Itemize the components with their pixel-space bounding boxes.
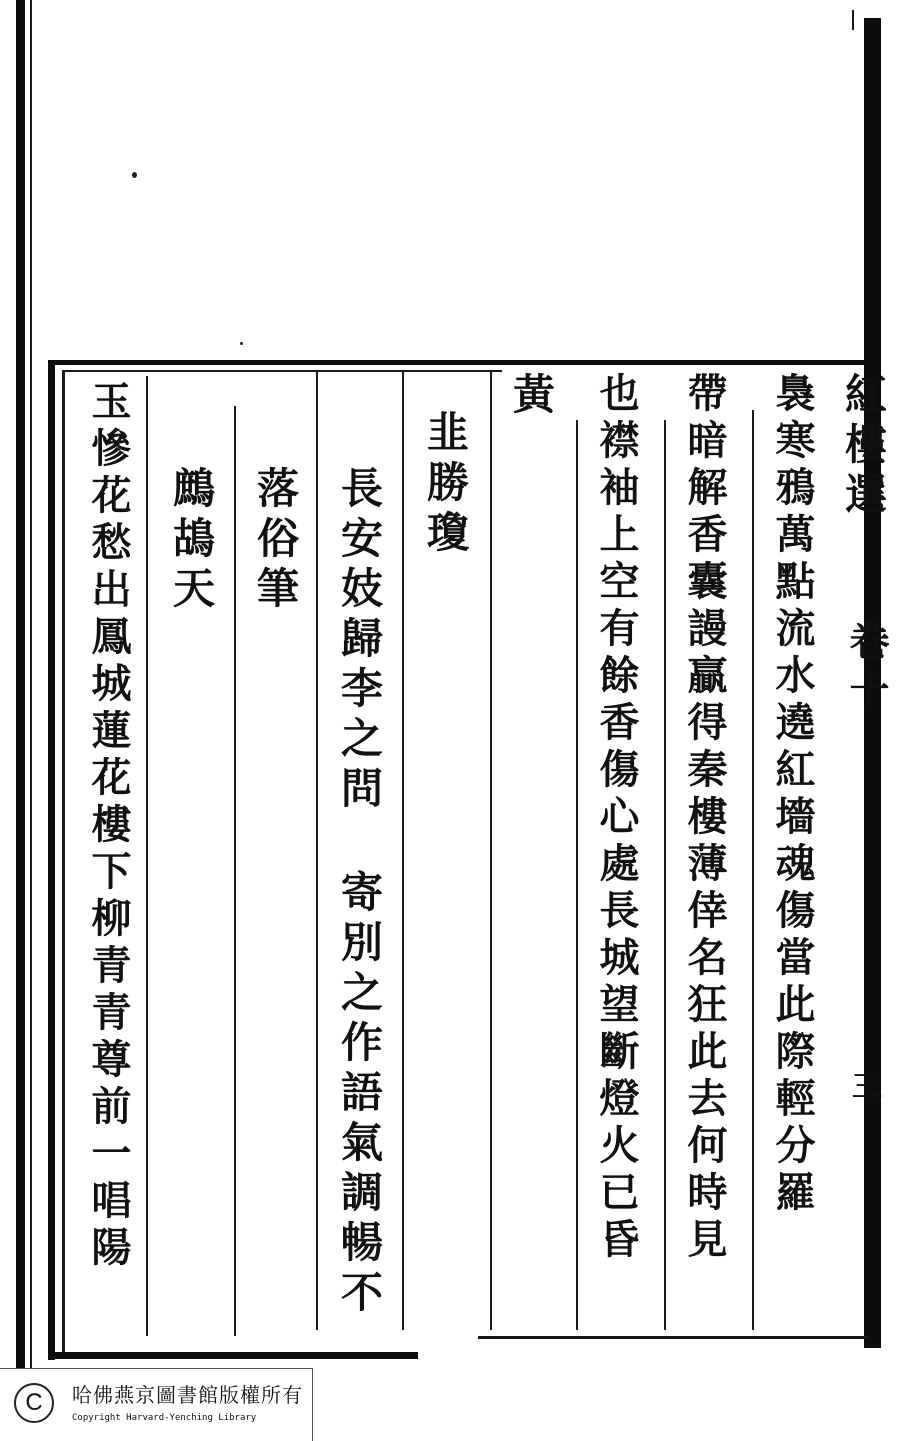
copyright-icon: C [14, 1383, 54, 1423]
page-marker [846, 1070, 881, 1110]
column-divider [664, 420, 666, 1330]
copyright-stamp [0, 1368, 313, 1441]
commentary-line-1: 長安妓歸李之問 [335, 466, 384, 816]
copyright-text-english: Copyright Harvard-Yenching Library [72, 1413, 257, 1423]
tune-title-column [167, 466, 216, 616]
left-binding-line [30, 0, 32, 1440]
poem-column-5 [85, 380, 132, 1273]
column-divider [146, 376, 148, 1336]
frame-top-line [48, 360, 868, 365]
column-divider [234, 406, 236, 1336]
column-divider [576, 420, 578, 1330]
commentary-line-1b: 寄別之作語氣調暢不 [335, 870, 384, 1320]
author-name: 韭勝瓊 [421, 410, 470, 560]
poem-column-1 [769, 372, 816, 1218]
commentary-column-1 [335, 466, 384, 816]
poem-line-4: 黃 [507, 372, 556, 422]
copyright-text-chinese: 哈佛燕京圖書館版權所有 [72, 1383, 303, 1407]
poem-line-3: 也襟袖上空有餘香傷心處長城望斷燈火已昏 [593, 372, 640, 1265]
right-gutter-line [852, 10, 854, 30]
volume-label: 卷十 [843, 620, 890, 720]
frame-bottom-line [48, 1352, 418, 1359]
title-column [839, 372, 888, 522]
column-divider [316, 370, 318, 1330]
column-divider [490, 370, 492, 1330]
frame-left-line [48, 360, 55, 1360]
page-number: 三 [846, 1070, 881, 1110]
frame-left-inner-line [62, 370, 65, 1355]
column-divider [402, 370, 404, 1330]
frame-top-inner-line [62, 370, 502, 372]
commentary-column-2 [251, 466, 300, 616]
left-binding-edge [16, 0, 25, 1440]
poem-column-2 [681, 372, 728, 1265]
column-divider [752, 410, 754, 1330]
ink-speck [132, 172, 137, 178]
commentary-line-2: 落俗筆 [251, 466, 300, 616]
author-column [421, 410, 470, 560]
poem-line-5: 玉慘花愁出鳳城蓮花樓下柳青青尊前一唱陽 [85, 380, 132, 1273]
volume-marker [843, 620, 890, 720]
frame-bottom-right-line [478, 1336, 868, 1339]
poem-line-2: 帶暗解香囊謾贏得秦樓薄倖名狂此去何時見 [681, 372, 728, 1265]
book-title: 紅樓選 [839, 372, 888, 522]
commentary-column-1b [335, 870, 384, 1320]
poem-column-3 [593, 372, 640, 1265]
poem-column-4 [507, 372, 556, 422]
ink-speck [240, 342, 243, 345]
poem-line-1: 裊寒鴉萬點流水遶紅墻魂傷當此際輕分羅 [769, 372, 816, 1218]
tune-title: 鷓鴣天 [167, 466, 216, 616]
